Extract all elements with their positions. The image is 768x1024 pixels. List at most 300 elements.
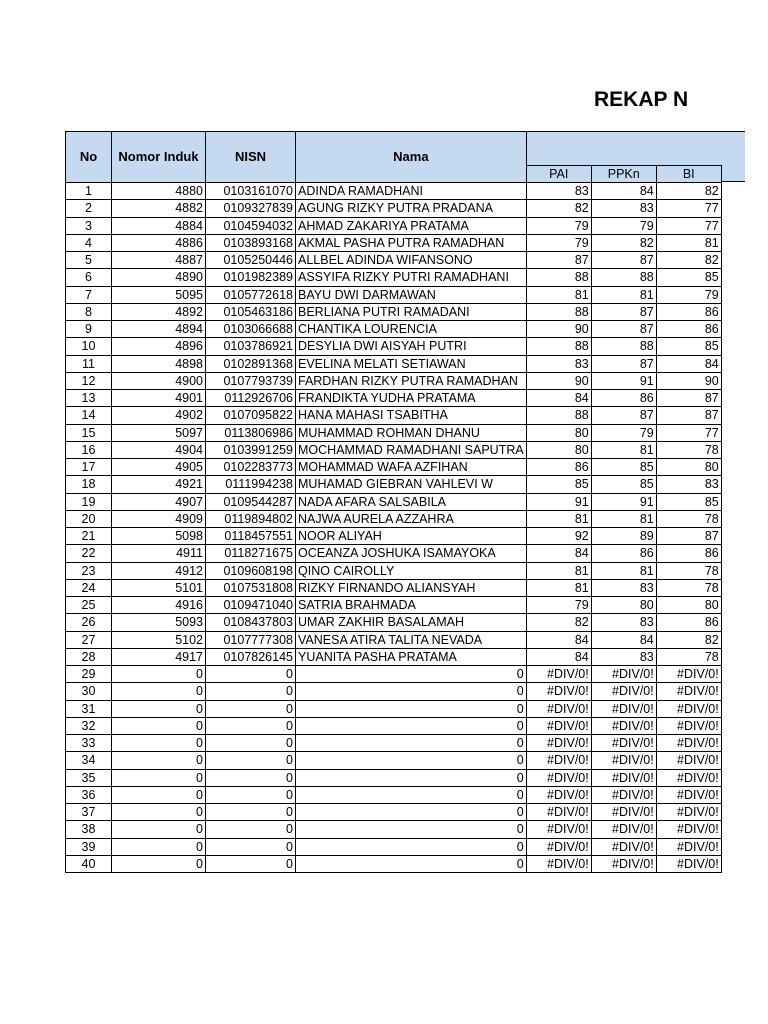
cell-nisn: 0107826145 <box>206 648 296 665</box>
table-row <box>66 597 722 614</box>
table-row <box>66 717 722 734</box>
cell-nama: MUHAMMAD ROHMAN DHANU <box>296 424 527 441</box>
cell-ppkn: 87 <box>591 321 656 338</box>
cell-nama: 0 <box>296 786 527 803</box>
cell-nomor-induk: 0 <box>112 717 206 734</box>
table-row <box>66 493 722 510</box>
cell-nama: VANESA ATIRA TALITA NEVADA <box>296 631 527 648</box>
cell-bi: 87 <box>656 390 721 407</box>
cell-ppkn: 83 <box>591 614 656 631</box>
table-row <box>66 838 722 855</box>
cell-pai: #DIV/0! <box>526 804 591 821</box>
cell-ppkn: 81 <box>591 562 656 579</box>
cell-nomor-induk: 0 <box>112 735 206 752</box>
cell-nomor-induk: 0 <box>112 804 206 821</box>
cell-pai: #DIV/0! <box>526 855 591 872</box>
col-header-nomor-induk: Nomor Induk <box>112 132 206 183</box>
cell-nisn: 0107095822 <box>206 407 296 424</box>
cell-bi: 84 <box>656 355 721 372</box>
cell-nomor-induk: 4896 <box>112 338 206 355</box>
table-row <box>66 752 722 769</box>
cell-bi: 77 <box>656 424 721 441</box>
table-row <box>66 217 722 234</box>
cell-bi: 81 <box>656 234 721 251</box>
cell-no: 23 <box>66 562 112 579</box>
cell-no: 30 <box>66 683 112 700</box>
cell-bi: 80 <box>656 459 721 476</box>
cell-pai: #DIV/0! <box>526 683 591 700</box>
cell-no: 2 <box>66 200 112 217</box>
table-row <box>66 666 722 683</box>
cell-nama: BERLIANA PUTRI RAMADANI <box>296 303 527 320</box>
cell-no: 28 <box>66 648 112 665</box>
cell-no: 11 <box>66 355 112 372</box>
cell-nomor-induk: 5097 <box>112 424 206 441</box>
col-header-nisn: NISN <box>206 132 296 183</box>
cell-ppkn: 87 <box>591 407 656 424</box>
cell-nisn: 0105772618 <box>206 286 296 303</box>
cell-no: 9 <box>66 321 112 338</box>
cell-nisn: 0119894802 <box>206 510 296 527</box>
cell-nama: AHMAD ZAKARIYA PRATAMA <box>296 217 527 234</box>
cell-nomor-induk: 0 <box>112 769 206 786</box>
cell-pai: 92 <box>526 528 591 545</box>
cell-nisn: 0 <box>206 769 296 786</box>
table-row <box>66 476 722 493</box>
cell-nama: YUANITA PASHA PRATAMA <box>296 648 527 665</box>
cell-nama: NOOR ALIYAH <box>296 528 527 545</box>
cell-bi: #DIV/0! <box>656 717 721 734</box>
cell-pai: #DIV/0! <box>526 821 591 838</box>
cell-pai: #DIV/0! <box>526 666 591 683</box>
grade-table <box>65 131 722 873</box>
cell-ppkn: #DIV/0! <box>591 821 656 838</box>
cell-nama: BAYU DWI DARMAWAN <box>296 286 527 303</box>
cell-nisn: 0 <box>206 804 296 821</box>
cell-nomor-induk: 4916 <box>112 597 206 614</box>
cell-nomor-induk: 4912 <box>112 562 206 579</box>
col-header-nama: Nama <box>296 132 527 183</box>
cell-nisn: 0108437803 <box>206 614 296 631</box>
cell-ppkn: 86 <box>591 390 656 407</box>
cell-nisn: 0 <box>206 838 296 855</box>
cell-bi: 82 <box>656 631 721 648</box>
cell-nama: SATRIA BRAHMADA <box>296 597 527 614</box>
cell-nama: 0 <box>296 769 527 786</box>
cell-pai: 85 <box>526 476 591 493</box>
cell-bi: 85 <box>656 338 721 355</box>
cell-ppkn: 85 <box>591 476 656 493</box>
cell-nama: 0 <box>296 752 527 769</box>
cell-nama: AGUNG RIZKY PUTRA PRADANA <box>296 200 527 217</box>
cell-nama: FARDHAN RIZKY PUTRA RAMADHAN <box>296 372 527 389</box>
cell-ppkn: #DIV/0! <box>591 735 656 752</box>
cell-ppkn: 86 <box>591 545 656 562</box>
cell-nisn: 0101982389 <box>206 269 296 286</box>
cell-pai: 81 <box>526 562 591 579</box>
cell-nama: ASSYIFA RIZKY PUTRI RAMADHANI <box>296 269 527 286</box>
cell-pai: 88 <box>526 269 591 286</box>
cell-nama: 0 <box>296 717 527 734</box>
cell-pai: 88 <box>526 338 591 355</box>
cell-bi: #DIV/0! <box>656 786 721 803</box>
cell-nomor-induk: 5102 <box>112 631 206 648</box>
cell-nama: FRANDIKTA YUDHA PRATAMA <box>296 390 527 407</box>
cell-nomor-induk: 5101 <box>112 579 206 596</box>
table-row <box>66 579 722 596</box>
table-row <box>66 855 722 872</box>
cell-nomor-induk: 4904 <box>112 441 206 458</box>
cell-no: 25 <box>66 597 112 614</box>
cell-pai: #DIV/0! <box>526 735 591 752</box>
cell-nisn: 0109608198 <box>206 562 296 579</box>
cell-ppkn: 84 <box>591 631 656 648</box>
table-row <box>66 528 722 545</box>
cell-no: 16 <box>66 441 112 458</box>
cell-nisn: 0103991259 <box>206 441 296 458</box>
table-row <box>66 648 722 665</box>
table-row <box>66 786 722 803</box>
cell-no: 12 <box>66 372 112 389</box>
cell-no: 39 <box>66 838 112 855</box>
cell-pai: #DIV/0! <box>526 717 591 734</box>
cell-ppkn: 85 <box>591 459 656 476</box>
cell-nomor-induk: 0 <box>112 855 206 872</box>
cell-nomor-induk: 4911 <box>112 545 206 562</box>
cell-no: 32 <box>66 717 112 734</box>
cell-no: 4 <box>66 234 112 251</box>
cell-nomor-induk: 4909 <box>112 510 206 527</box>
cell-bi: 80 <box>656 597 721 614</box>
col-header-subject: BI <box>656 166 721 183</box>
cell-ppkn: 81 <box>591 441 656 458</box>
cell-bi: #DIV/0! <box>656 838 721 855</box>
cell-nisn: 0103786921 <box>206 338 296 355</box>
cell-pai: 83 <box>526 355 591 372</box>
cell-pai: 90 <box>526 372 591 389</box>
cell-nama: 0 <box>296 821 527 838</box>
cell-no: 19 <box>66 493 112 510</box>
cell-bi: #DIV/0! <box>656 735 721 752</box>
cell-bi: #DIV/0! <box>656 683 721 700</box>
cell-ppkn: #DIV/0! <box>591 752 656 769</box>
cell-nama: RIZKY FIRNANDO ALIANSYAH <box>296 579 527 596</box>
cell-nomor-induk: 4902 <box>112 407 206 424</box>
cell-pai: 83 <box>526 183 591 200</box>
cell-bi: 90 <box>656 372 721 389</box>
cell-no: 15 <box>66 424 112 441</box>
cell-bi: #DIV/0! <box>656 752 721 769</box>
cell-nomor-induk: 0 <box>112 700 206 717</box>
cell-bi: 87 <box>656 528 721 545</box>
cell-nisn: 0118457551 <box>206 528 296 545</box>
table-row <box>66 200 722 217</box>
cell-nama: MUHAMAD GIEBRAN VAHLEVI W <box>296 476 527 493</box>
cell-no: 34 <box>66 752 112 769</box>
cell-ppkn: 80 <box>591 597 656 614</box>
cell-nisn: 0118271675 <box>206 545 296 562</box>
cell-nama: ADINDA RAMADHANI <box>296 183 527 200</box>
cell-nisn: 0 <box>206 735 296 752</box>
cell-nama: NAJWA AURELA AZZAHRA <box>296 510 527 527</box>
cell-nisn: 0 <box>206 855 296 872</box>
cell-ppkn: 83 <box>591 579 656 596</box>
cell-bi: 78 <box>656 579 721 596</box>
cell-bi: 78 <box>656 648 721 665</box>
cell-nomor-induk: 4890 <box>112 269 206 286</box>
cell-nama: QINO CAIROLLY <box>296 562 527 579</box>
cell-no: 24 <box>66 579 112 596</box>
cell-no: 37 <box>66 804 112 821</box>
cell-pai: #DIV/0! <box>526 838 591 855</box>
table-row <box>66 510 722 527</box>
table-row <box>66 252 722 269</box>
cell-bi: 85 <box>656 269 721 286</box>
table-row <box>66 562 722 579</box>
cell-nomor-induk: 5095 <box>112 286 206 303</box>
cell-ppkn: #DIV/0! <box>591 769 656 786</box>
cell-nama: 0 <box>296 804 527 821</box>
cell-ppkn: 81 <box>591 510 656 527</box>
cell-ppkn: 89 <box>591 528 656 545</box>
cell-ppkn: 79 <box>591 217 656 234</box>
cell-ppkn: 87 <box>591 303 656 320</box>
cell-nama: UMAR ZAKHIR BASALAMAH <box>296 614 527 631</box>
cell-nisn: 0 <box>206 752 296 769</box>
cell-nama: MOCHAMMAD RAMADHANI SAPUTRA <box>296 441 527 458</box>
cell-nomor-induk: 4884 <box>112 217 206 234</box>
cell-nomor-induk: 4921 <box>112 476 206 493</box>
cell-nama: NADA AFARA SALSABILA <box>296 493 527 510</box>
cell-ppkn: 87 <box>591 252 656 269</box>
table-row <box>66 735 722 752</box>
cell-bi: #DIV/0! <box>656 821 721 838</box>
cell-nomor-induk: 0 <box>112 683 206 700</box>
cell-nomor-induk: 4905 <box>112 459 206 476</box>
cell-nomor-induk: 0 <box>112 786 206 803</box>
cell-bi: 77 <box>656 217 721 234</box>
cell-bi: #DIV/0! <box>656 769 721 786</box>
col-header-subject: PPKn <box>591 166 656 183</box>
cell-ppkn: 83 <box>591 200 656 217</box>
cell-no: 10 <box>66 338 112 355</box>
cell-no: 14 <box>66 407 112 424</box>
cell-pai: 81 <box>526 286 591 303</box>
table-row <box>66 683 722 700</box>
table-row <box>66 269 722 286</box>
cell-bi: #DIV/0! <box>656 855 721 872</box>
col-header-no: No <box>66 132 112 183</box>
cell-pai: 80 <box>526 441 591 458</box>
cell-no: 22 <box>66 545 112 562</box>
cell-ppkn: 88 <box>591 338 656 355</box>
cell-bi: 77 <box>656 200 721 217</box>
cell-nisn: 0109544287 <box>206 493 296 510</box>
cell-ppkn: 84 <box>591 183 656 200</box>
cell-ppkn: #DIV/0! <box>591 838 656 855</box>
cell-nisn: 0104594032 <box>206 217 296 234</box>
cell-no: 36 <box>66 786 112 803</box>
table-row <box>66 821 722 838</box>
cell-ppkn: #DIV/0! <box>591 804 656 821</box>
cell-nisn: 0 <box>206 666 296 683</box>
cell-bi: 86 <box>656 545 721 562</box>
cell-no: 17 <box>66 459 112 476</box>
cell-nisn: 0112926706 <box>206 390 296 407</box>
cell-no: 1 <box>66 183 112 200</box>
cell-pai: 84 <box>526 390 591 407</box>
table-row <box>66 545 722 562</box>
cell-nisn: 0113806986 <box>206 424 296 441</box>
cell-nomor-induk: 4882 <box>112 200 206 217</box>
cell-nama: MOHAMMAD WAFA AZFIHAN <box>296 459 527 476</box>
cell-nisn: 0103066688 <box>206 321 296 338</box>
cell-nama: 0 <box>296 838 527 855</box>
cell-no: 3 <box>66 217 112 234</box>
cell-no: 6 <box>66 269 112 286</box>
cell-nisn: 0102283773 <box>206 459 296 476</box>
cell-ppkn: 83 <box>591 648 656 665</box>
cell-ppkn: 91 <box>591 493 656 510</box>
cell-ppkn: #DIV/0! <box>591 700 656 717</box>
cell-pai: 79 <box>526 597 591 614</box>
cell-nisn: 0102891368 <box>206 355 296 372</box>
cell-no: 20 <box>66 510 112 527</box>
sheet-title: REKAP N <box>594 88 689 111</box>
cell-no: 13 <box>66 390 112 407</box>
cell-ppkn: 87 <box>591 355 656 372</box>
cell-nama: EVELINA MELATI SETIAWAN <box>296 355 527 372</box>
table-row <box>66 321 722 338</box>
cell-nama: AKMAL PASHA PUTRA RAMADHAN <box>296 234 527 251</box>
table-row <box>66 338 722 355</box>
cell-ppkn: #DIV/0! <box>591 786 656 803</box>
cell-nisn: 0105463186 <box>206 303 296 320</box>
cell-nomor-induk: 4917 <box>112 648 206 665</box>
cell-bi: #DIV/0! <box>656 804 721 821</box>
cell-pai: 84 <box>526 545 591 562</box>
cell-pai: #DIV/0! <box>526 700 591 717</box>
cell-nomor-induk: 4901 <box>112 390 206 407</box>
cell-pai: 86 <box>526 459 591 476</box>
cell-nomor-induk: 4894 <box>112 321 206 338</box>
cell-bi: 78 <box>656 510 721 527</box>
cell-no: 26 <box>66 614 112 631</box>
table-row <box>66 183 722 200</box>
table-row <box>66 407 722 424</box>
cell-nisn: 0107777308 <box>206 631 296 648</box>
table-row <box>66 286 722 303</box>
cell-nama: 0 <box>296 666 527 683</box>
cell-nisn: 0109327839 <box>206 200 296 217</box>
cell-ppkn: 88 <box>591 269 656 286</box>
cell-bi: #DIV/0! <box>656 666 721 683</box>
cell-nomor-induk: 0 <box>112 821 206 838</box>
cell-no: 29 <box>66 666 112 683</box>
cell-bi: 78 <box>656 441 721 458</box>
cell-nisn: 0103893168 <box>206 234 296 251</box>
cell-no: 5 <box>66 252 112 269</box>
col-header-subject: PAI <box>526 166 591 183</box>
cell-nama: ALLBEL ADINDA WIFANSONO <box>296 252 527 269</box>
cell-bi: 82 <box>656 252 721 269</box>
cell-no: 33 <box>66 735 112 752</box>
cell-pai: #DIV/0! <box>526 752 591 769</box>
cell-nisn: 0 <box>206 700 296 717</box>
cell-pai: #DIV/0! <box>526 786 591 803</box>
cell-nisn: 0109471040 <box>206 597 296 614</box>
cell-no: 38 <box>66 821 112 838</box>
cell-nisn: 0107531808 <box>206 579 296 596</box>
table-row <box>66 355 722 372</box>
cell-nama: OCEANZA JOSHUKA ISAMAYOKA <box>296 545 527 562</box>
cell-nomor-induk: 4886 <box>112 234 206 251</box>
cell-bi: 86 <box>656 303 721 320</box>
table-row <box>66 459 722 476</box>
cell-ppkn: 91 <box>591 372 656 389</box>
cell-pai: 90 <box>526 321 591 338</box>
cell-no: 7 <box>66 286 112 303</box>
cell-pai: 81 <box>526 510 591 527</box>
cell-bi: 78 <box>656 562 721 579</box>
cell-nama: 0 <box>296 735 527 752</box>
cell-bi: 83 <box>656 476 721 493</box>
cell-nama: 0 <box>296 855 527 872</box>
cell-nomor-induk: 0 <box>112 666 206 683</box>
cell-bi: #DIV/0! <box>656 700 721 717</box>
cell-nisn: 0 <box>206 786 296 803</box>
cell-pai: 88 <box>526 407 591 424</box>
cell-nisn: 0 <box>206 683 296 700</box>
cell-ppkn: 82 <box>591 234 656 251</box>
table-row <box>66 631 722 648</box>
table-row <box>66 372 722 389</box>
cell-pai: 91 <box>526 493 591 510</box>
cell-nisn: 0107793739 <box>206 372 296 389</box>
cell-nisn: 0111994238 <box>206 476 296 493</box>
cell-nisn: 0 <box>206 717 296 734</box>
cell-ppkn: #DIV/0! <box>591 717 656 734</box>
table-row <box>66 769 722 786</box>
table-row <box>66 390 722 407</box>
cell-nomor-induk: 4900 <box>112 372 206 389</box>
cell-nomor-induk: 0 <box>112 838 206 855</box>
cell-pai: 79 <box>526 217 591 234</box>
cell-pai: 84 <box>526 648 591 665</box>
cell-no: 35 <box>66 769 112 786</box>
cell-bi: 87 <box>656 407 721 424</box>
cell-pai: 82 <box>526 200 591 217</box>
cell-nisn: 0103161070 <box>206 183 296 200</box>
table-row <box>66 424 722 441</box>
table-row <box>66 234 722 251</box>
cell-ppkn: #DIV/0! <box>591 666 656 683</box>
cell-nama: 0 <box>296 683 527 700</box>
cell-ppkn: #DIV/0! <box>591 855 656 872</box>
cell-nama: 0 <box>296 700 527 717</box>
cell-nomor-induk: 4898 <box>112 355 206 372</box>
subject-group-header <box>526 132 721 166</box>
cell-no: 31 <box>66 700 112 717</box>
cell-no: 8 <box>66 303 112 320</box>
cell-ppkn: 81 <box>591 286 656 303</box>
cell-nomor-induk: 4892 <box>112 303 206 320</box>
cell-pai: 81 <box>526 579 591 596</box>
cell-pai: 82 <box>526 614 591 631</box>
cell-ppkn: #DIV/0! <box>591 683 656 700</box>
cell-nomor-induk: 5098 <box>112 528 206 545</box>
cell-nomor-induk: 4887 <box>112 252 206 269</box>
